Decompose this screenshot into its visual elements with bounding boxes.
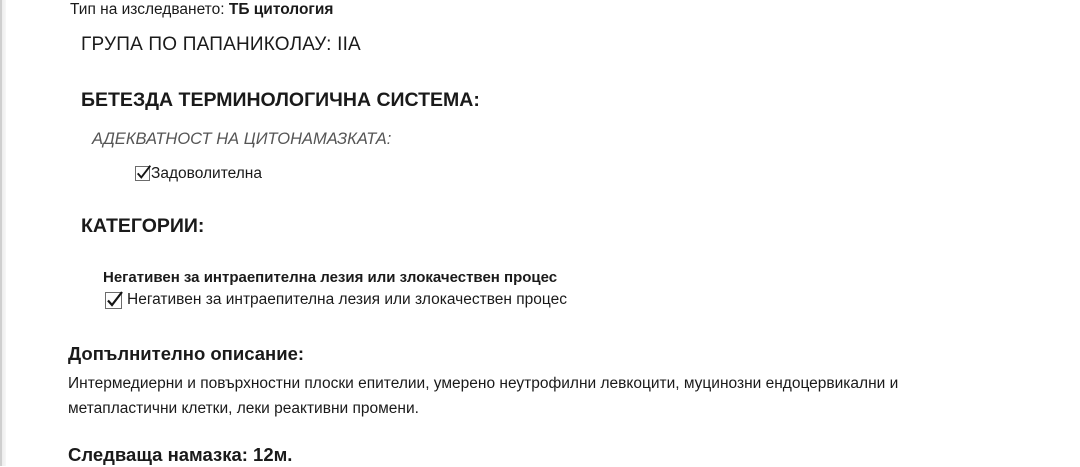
- bethesda-heading: БЕТЕЗДА ТЕРМИНОЛОГИЧНА СИСТЕМА:: [81, 89, 480, 111]
- adequacy-checkbox-row[interactable]: [135, 164, 262, 183]
- next-smear-text: Следваща намазка: 12м.: [68, 444, 293, 465]
- exam-type-value: ТБ цитология: [228, 1, 334, 18]
- categories-heading: КАТЕГОРИИ:: [81, 215, 205, 237]
- papanicolau-group: ГРУПА ПО ПАПАНИКОЛАУ: IIA: [81, 34, 361, 55]
- additional-description-title: Допълнително описание:: [68, 343, 305, 364]
- additional-description-text: Интермедиерни и повърхностни плоски епителии, умерено неутрофилни левкоцити, муцинозни ендоцервикални и метапластични клетки, леки реактивни промени.: [68, 375, 899, 417]
- adequacy-label: АДЕКВАТНОСТ НА ЦИТОНАМАЗКАТА:: [92, 130, 392, 148]
- negative-checkbox-row[interactable]: [105, 290, 567, 309]
- negative-category-heading: Негативен за интраепителна лезия или злокачествен процес: [103, 269, 558, 286]
- negative-option-label: Негативен за интраепителна лезия или злокачествен процес: [127, 291, 567, 308]
- page-left-border: [0, 0, 6, 466]
- exam-type-row: [70, 0, 333, 20]
- checkmark-icon[interactable]: [135, 166, 150, 181]
- adequacy-option-label: Задоволителна: [151, 165, 262, 182]
- checkmark-icon[interactable]: [105, 292, 122, 309]
- exam-type-label: Тип на изследването:: [70, 1, 225, 18]
